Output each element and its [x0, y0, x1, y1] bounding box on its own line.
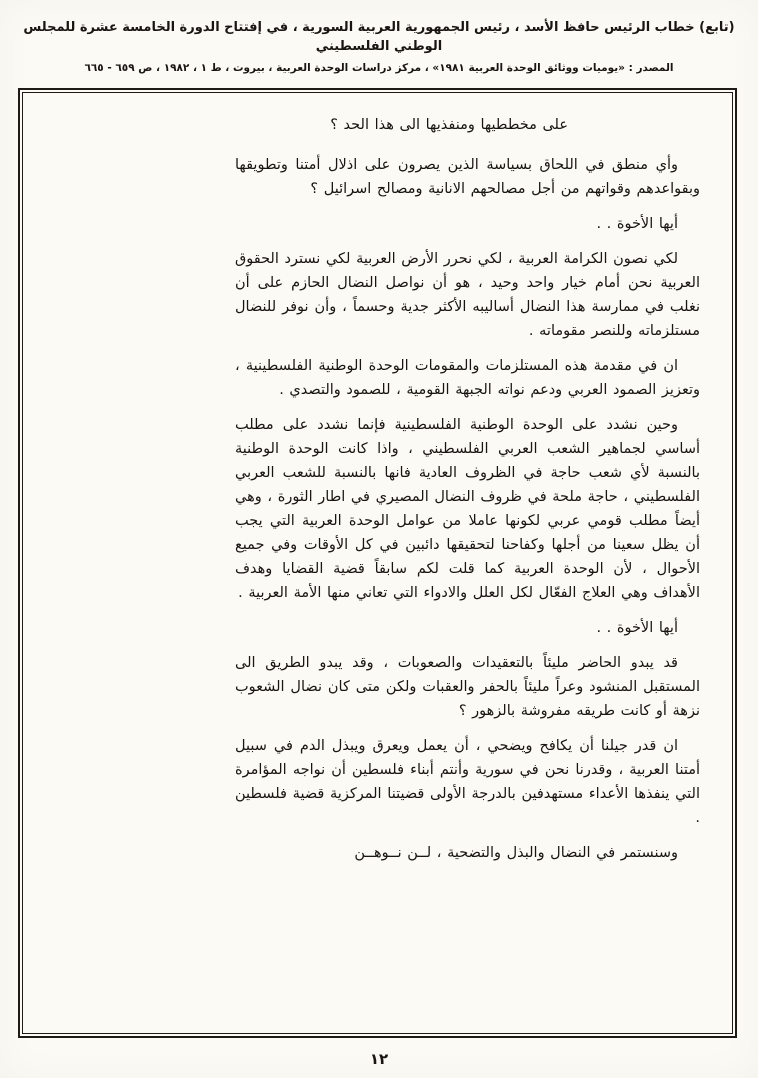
paragraph: وسنستمر في النضال والبذل والتضحية ، لــن نــوهــن — [354, 845, 678, 861]
paragraph: لكي نصون الكرامة العربية ، لكي نحرر الأرض العربية لكي نسترد الحقوق العربية نحن أمام خيار واحد وحيد ، هو أن نواصل النضال الحازم على أن نغلب في ممارسة هذا النضال أساليبه الأكثر جدية وحسماً ، وأن نوفر للنضال مستلزماته وللنصر مقوماته . — [235, 251, 700, 339]
paragraph: على مخططيها ومنفذيها الى هذا الحد ؟ — [330, 117, 568, 133]
paragraph: ان في مقدمة هذه المستلزمات والمقومات الوحدة الوطنية الفلسطينية ، وتعزيز الصمود العربي ودعم نواته الجبهة القومية ، للصمود والتصدي . — [235, 358, 700, 398]
body-text — [23, 93, 732, 865]
paragraph: وأي منطق في اللحاق بسياسة الذين يصرون على اذلال أمتنا وتطويقها وبقواعدهم وقواتهم من أجل مصالحهم الانانية ومصالح اسرائيل ؟ — [235, 157, 700, 197]
paragraph: أيها الأخوة . . — [596, 620, 678, 636]
paragraph: وحين نشدد على الوحدة الوطنية الفلسطينية فإنما نشدد على مطلب أساسي لجماهير الشعب العربي الفلسطيني ، واذا كانت الوحدة الوطنية بالنسبة لأي شعب حاجة في الظروف العادية فانها بالنسبة للشعب العربي الفلسطيني ، حاجة ملحة في ظروف النضال المصيري في اطار الثورة ، وهي أيضاً مطلب قومي عربي لكونها عاملا من عوامل الوحدة العربية التي يجب أن يظل سعينا من أجلها وكفاحنا لتحقيقها دائبين في كل الأوقات وفي جميع الأحوال ، لأن الوحدة العربية كما قلت لكم سابقاً قضية القضايا وهدف الأهداف وهي العلاج الفعّال لكل العلل والادواء التي تعاني منها الأمة العربية . — [235, 417, 700, 601]
page-number: ١٢ — [369, 1050, 389, 1068]
source-citation: المصدر : «يوميات ووثائق الوحدة العربية ١٩٨١» ، مركز دراسات الوحدة العربية ، بيروت ، ط ١ ، ١٩٨٢ ، ص ٦٥٩ - ٦٦٥ — [84, 62, 674, 74]
text-frame — [18, 88, 737, 1038]
paragraph: قد يبدو الحاضر مليئاً بالتعقيدات والصعوبات ، وقد يبدو الطريق الى المستقبل المنشود وعراً مليئاً بالحفر والعقبات ولكن متى كان نضال الشعوب نزهة أو كانت طريقه مفروشة بالزهور ؟ — [235, 655, 700, 719]
document-title: (تابع) خطاب الرئيس حافظ الأسد ، رئيس الجمهورية العربية السورية ، في إفتتاح الدورة الخامسة عشرة للمجلس الوطني الفلسطيني — [23, 20, 735, 54]
paragraph: ان قدر جيلنا أن يكافح ويضحي ، أن يعمل ويعرق ويبذل الدم في سبيل أمتنا العربية ، وقدرنا نحن في سورية وأنتم أبناء فلسطين أن نواجه المؤامرة التي ينفذها الأعداء مستهدفين بالدرجة الأولى قضيتنا المركزية قضية فلسطين . — [235, 738, 700, 826]
paragraph: أيها الأخوة . . — [596, 216, 678, 232]
page-header — [0, 0, 758, 76]
text-frame-inner — [22, 92, 733, 1034]
